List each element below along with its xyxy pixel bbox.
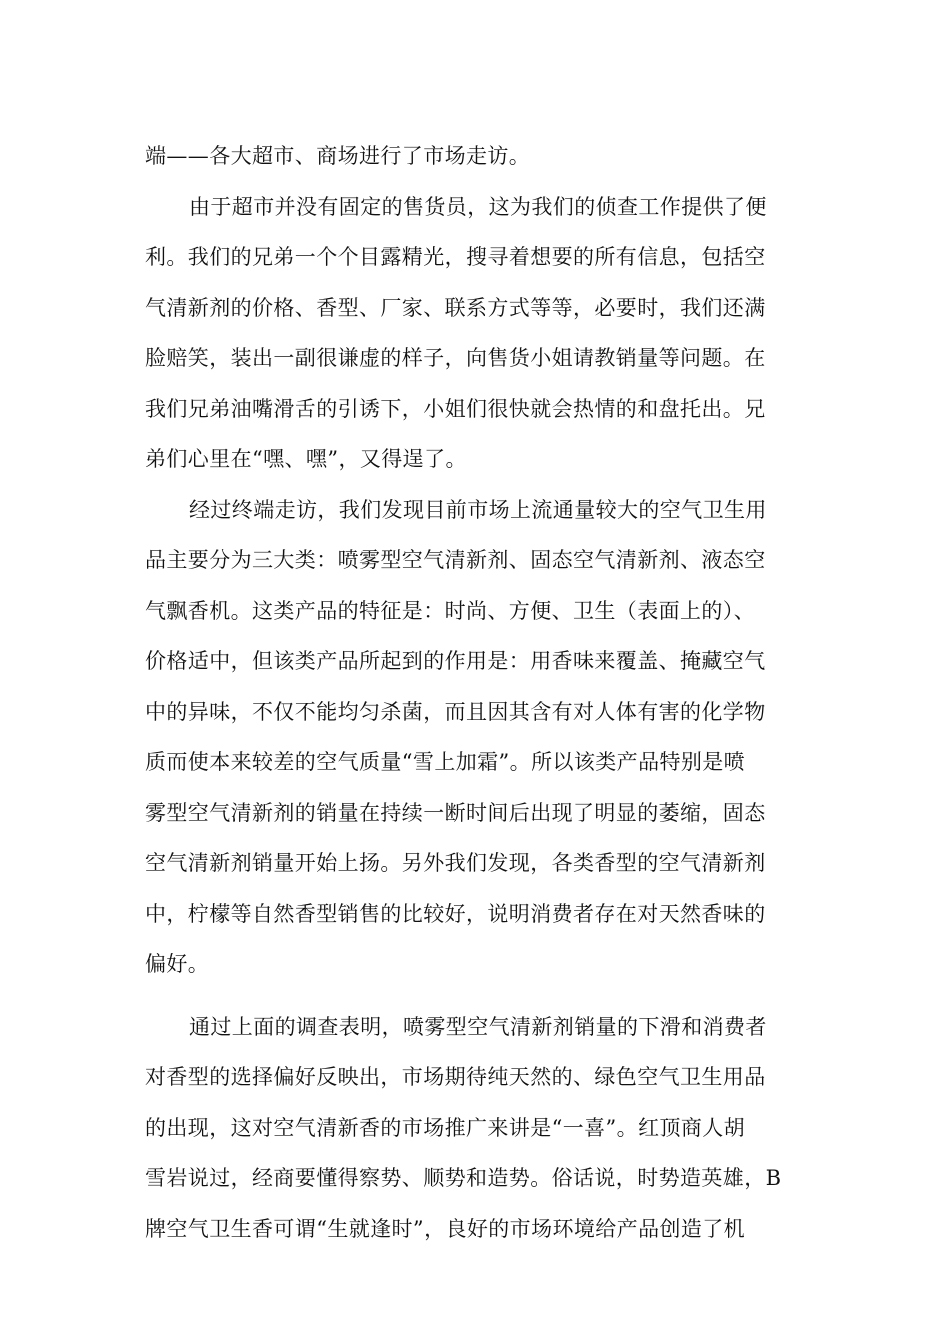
paragraph-3-line-10: 偏好。 xyxy=(145,952,210,976)
paragraph-3-line-7: 雾型空气清新剂的销量在持续一断时间后出现了明显的萎缩，固态 xyxy=(145,800,766,825)
paragraph-3-line-3: 气飘香机。这类产品的特征是：时尚、方便、卫生（表面上的）、 xyxy=(145,598,756,623)
paragraph-3-line-8: 空气清新剂销量开始上扬。另外我们发现，各类香型的空气清新剂 xyxy=(145,851,766,875)
paragraph-4-line-3: 的出现，这对空气清新香的市场推广来讲是“一喜”。红顶商人胡 xyxy=(145,1115,746,1140)
paragraph-2-line-6: 弟们心里在“嘿、嘿”，又得逞了。 xyxy=(145,447,467,471)
paragraph-1-line-1: 端——各大超市、商场进行了市场走访。 xyxy=(145,144,531,168)
paragraph-2-line-1: 由于超市并没有固定的售货员，这为我们的侦查工作提供了便 xyxy=(189,194,767,219)
paragraph-3-line-6: 质而使本来较差的空气质量“雪上加霜”。所以该类产品特别是喷 xyxy=(145,750,746,774)
paragraph-2-line-5: 我们兄弟油嘴滑舌的引诱下，小姐们很快就会热情的和盘托出。兄 xyxy=(145,396,766,421)
paragraph-4-line-5: 牌空气卫生香可谓“生就逢时”，良好的市场环境给产品创造了机 xyxy=(145,1216,746,1241)
paragraph-3-line-1: 经过终端走访，我们发现目前市场上流通量较大的空气卫生用 xyxy=(189,497,767,522)
paragraph-4-line-1: 通过上面的调查表明，喷雾型空气清新剂销量的下滑和消费者 xyxy=(189,1014,767,1039)
paragraph-3-line-9: 中，柠檬等自然香型销售的比较好，说明消费者存在对天然香味的 xyxy=(145,901,766,926)
paragraph-3-line-5: 中的异味，不仅不能均匀杀菌，而且因其含有对人体有害的化学物 xyxy=(145,699,766,724)
paragraph-2-line-2: 利。我们的兄弟一个个目露精光，搜寻着想要的所有信息，包括空 xyxy=(145,245,766,269)
paragraph-4-line-2: 对香型的选择偏好反映出，市场期待纯天然的、绿色空气卫生用品 xyxy=(145,1065,766,1089)
document-body xyxy=(145,131,810,1254)
paragraph-3-line-2: 品主要分为三大类：喷雾型空气清新剂、固态空气清新剂、液态空 xyxy=(145,548,766,572)
paragraph-3-line-4: 价格适中，但该类产品所起到的作用是：用香味来覆盖、掩藏空气 xyxy=(145,649,766,673)
paragraph-2-line-4: 脸赔笑，装出一副很谦虚的样子，向售货小姐请教销量等问题。在 xyxy=(145,346,766,370)
paragraph-4-line-4: 雪岩说过，经商要懂得察势、顺势和造势。俗话说，时势造英雄，B xyxy=(145,1166,782,1190)
paragraph-2-line-3: 气清新剂的价格、香型、厂家、联系方式等等，必要时，我们还满 xyxy=(145,295,766,320)
